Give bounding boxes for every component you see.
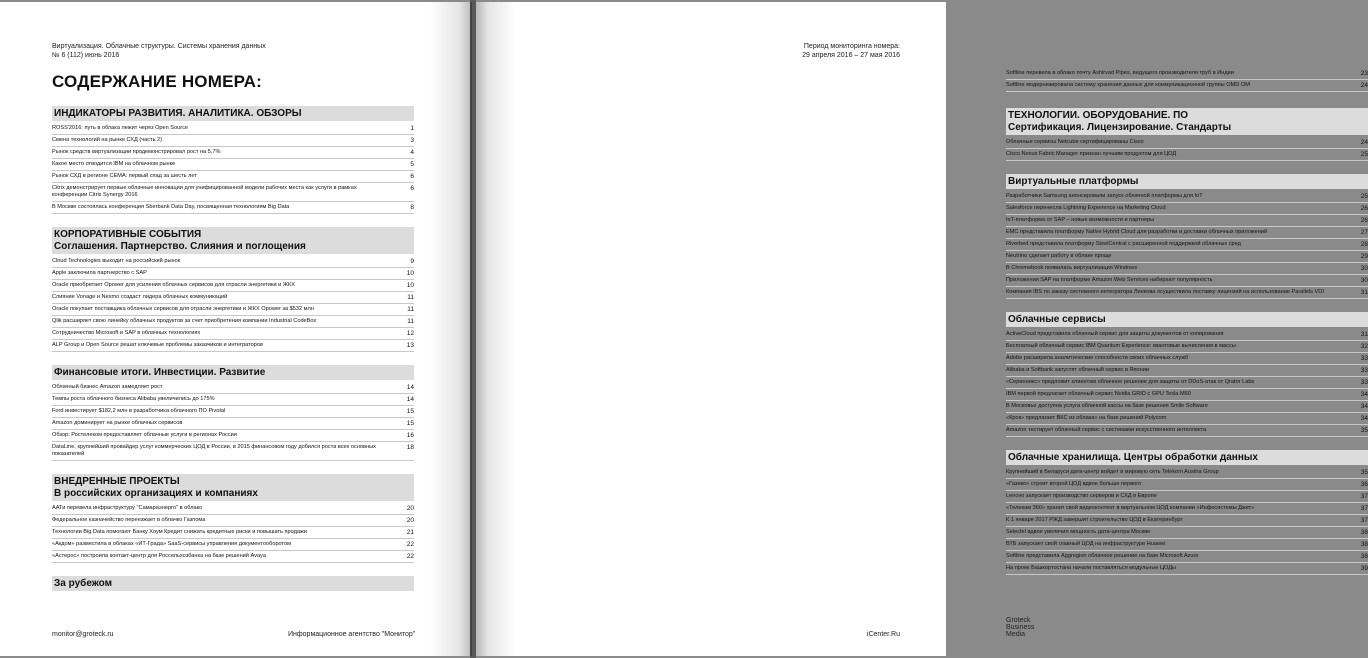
toc-item-page: 15 bbox=[406, 420, 414, 427]
toc-item-page: 37 bbox=[1360, 517, 1368, 524]
toc-item-title: Технологии Big Data помогают Банку Хоум Кредит снижать кредитные риски и повышать продажи bbox=[52, 529, 307, 535]
section-title: Финансовые итоги. Инвестиции. Развитие bbox=[54, 367, 266, 378]
toc-item[interactable] bbox=[1006, 191, 1368, 203]
toc-item-title: Бесплатный облачный сервис IBM Quantum Experience: квантовые вычисления в массы bbox=[1006, 343, 1236, 349]
toc-item-title: «Телекам 360» хранит свой видеоконтент в виртуальном ЦОД компании «Инфосистемы Джет» bbox=[1006, 505, 1255, 511]
toc-item-title: Apple заключила партнерство с SAP bbox=[52, 270, 147, 276]
toc-item[interactable] bbox=[52, 515, 414, 527]
section-header bbox=[1006, 108, 1368, 135]
toc-item-title: Riverbed представила платформу SteelCentral с расширенной поддержкой облачных сред bbox=[1006, 241, 1241, 247]
toc-item-page: 14 bbox=[406, 396, 414, 403]
toc-item-page: 10 bbox=[406, 282, 414, 289]
section-header bbox=[52, 227, 414, 254]
toc-item-page: 31 bbox=[1360, 331, 1368, 338]
toc-item-title: Приложения SAP на платформе Amazon Web Services набирают популярность bbox=[1006, 277, 1213, 283]
right-header bbox=[802, 42, 900, 60]
toc-item-page: 13 bbox=[406, 342, 414, 349]
page-title: СОДЕРЖАНИЕ НОМЕРА: bbox=[52, 72, 262, 91]
toc-item-title: Oracle приобретает Opower для усиления облачных сервисов для отрасли энергетики и ЖКХ bbox=[52, 282, 295, 288]
toc-item-page: 14 bbox=[406, 384, 414, 391]
toc-item-page: 20 bbox=[406, 505, 414, 512]
toc-item-title: Alibaba и Softbank запустят облачный сервис в Японии bbox=[1006, 367, 1149, 373]
toc-item[interactable] bbox=[1006, 203, 1368, 215]
toc-item-page: 33 bbox=[1360, 355, 1368, 362]
section-title: КОРПОРАТИВНЫЕ СОБЫТИЯ bbox=[54, 229, 202, 240]
toc-item-page: 15 bbox=[406, 408, 414, 415]
toc-item-title: ALP Group и Open Source решат ключевые проблемы заказчиков и интеграторов bbox=[52, 342, 263, 348]
section-header bbox=[1006, 312, 1368, 327]
toc-item-page: 23 bbox=[1360, 70, 1368, 77]
toc-item-title: К 1 января 2017 РЖД завершит строительство ЦОД в Екатеринбург bbox=[1006, 517, 1183, 523]
toc-item-title: Облачные сервисы Netcube сертифицированы Cisco bbox=[1006, 139, 1144, 145]
toc-item-page: 4 bbox=[410, 149, 414, 156]
toc-item-title: EMC представила платформу Native Hybrid Cloud для разработки и доставки облачных приложений bbox=[1006, 229, 1268, 235]
toc-item-page: 16 bbox=[406, 432, 414, 439]
toc-item[interactable] bbox=[52, 202, 414, 214]
toc-item-title: В Москве состоялась конференция Sberbank Data Day, посвященная технологиям Big Data bbox=[52, 204, 290, 210]
toc-item[interactable] bbox=[1006, 377, 1368, 389]
toc-item-title: «Cерионикс» предложит клиентам облачное решение для защиты от DDoS-атак от Qrator Labs bbox=[1006, 379, 1255, 385]
toc-item-page: 1 bbox=[410, 125, 414, 132]
toc-item-page: 3 bbox=[410, 137, 414, 144]
toc-item-title: «Крок» предлагает ВКС из облака» на базе решений Polycom bbox=[1006, 415, 1167, 421]
toc-item-title: Oracle покупает поставщика облачных сервисов для отрасли энергетики и ЖКХ Opower за $532 млн bbox=[52, 306, 314, 312]
toc-item[interactable] bbox=[1006, 329, 1368, 341]
toc-item[interactable] bbox=[1006, 215, 1368, 227]
toc-item-page: 37 bbox=[1360, 505, 1368, 512]
section-header bbox=[52, 474, 414, 501]
toc-item-title: «Астерос» построила контакт-центр для Россельхозбанка на базе решений Avaya bbox=[52, 553, 266, 559]
toc-item-page: 12 bbox=[406, 330, 414, 337]
toc-item-title: Темпы роста облачного бизнеса Alibaba увеличились до 175% bbox=[52, 396, 215, 402]
section-title: ТЕХНОЛОГИИ. ОБОРУДОВАНИЕ. ПО bbox=[1008, 110, 1189, 121]
toc-item-page: 34 bbox=[1360, 403, 1368, 410]
toc-item[interactable] bbox=[52, 430, 414, 442]
toc-item-page: 26 bbox=[1360, 217, 1368, 224]
toc-item-page: 22 bbox=[406, 553, 414, 560]
left-page bbox=[0, 2, 470, 656]
toc-item[interactable] bbox=[1006, 467, 1368, 479]
toc-item-page: 5 bbox=[410, 161, 414, 168]
toc-item-page: 35 bbox=[1360, 469, 1368, 476]
toc-item-title: Amazon доминирует на рынке облачных сервисов bbox=[52, 420, 183, 426]
toc-item[interactable] bbox=[52, 539, 414, 551]
toc-item-title: Cisco Nexus Fabric Manager признан лучшим продуктом для ЦОД bbox=[1006, 151, 1177, 157]
toc-item-page: 38 bbox=[1360, 541, 1368, 548]
toc-item-title: В Chromebook появилась виртуализация Windows bbox=[1006, 265, 1137, 271]
toc-item-title: Какое место отводится IBM на облачном рынке bbox=[52, 161, 176, 167]
section-subtitle: В российских организациях и компаниях bbox=[54, 488, 258, 499]
toc-item-title: Salesforce перенесла Lightning Experience на Marketing Cloud bbox=[1006, 205, 1166, 211]
toc-item-page: 10 bbox=[406, 270, 414, 277]
toc-item-page: 8 bbox=[410, 204, 414, 211]
toc-item-page: 25 bbox=[1360, 193, 1368, 200]
footer-site[interactable]: iCenter.Ru bbox=[866, 631, 900, 638]
toc-item-page: 21 bbox=[406, 529, 414, 536]
toc-item[interactable] bbox=[1006, 365, 1368, 377]
toc-item-page: 20 bbox=[406, 517, 414, 524]
toc-item-page: 24 bbox=[1360, 139, 1368, 146]
toc-item-title: Cloud Technologies выходит на российский рынок bbox=[52, 258, 181, 264]
toc-item-page: 39 bbox=[1360, 565, 1368, 572]
toc-item-title: Ford инвестирует $182,2 млн в разработчика облачного ПО Pivotal bbox=[52, 408, 226, 414]
left-toc bbox=[52, 102, 414, 602]
toc-item-title: Citrix демонстрирует первые облачные инновации для унифицированной модели рабочих места как услуги в рамках конференции Citrix Synergy 2016 bbox=[52, 185, 357, 198]
toc-item[interactable] bbox=[1006, 527, 1368, 539]
toc-item[interactable] bbox=[52, 382, 414, 394]
toc-item[interactable] bbox=[1006, 551, 1368, 563]
toc-item-title: IBM первой предлагает облачный сервис Nvidia GRID с GPU Tesla M60 bbox=[1006, 391, 1191, 397]
toc-item-title: Softline модернизировала систему хранения данных для коммуникационной группы OMD OM bbox=[1006, 82, 1250, 88]
toc-item-page: 6 bbox=[410, 173, 414, 180]
toc-item[interactable] bbox=[1006, 227, 1368, 239]
section-title: Облачные хранилища. Центры обработки данных bbox=[1008, 452, 1258, 463]
toc-item-title: Adobe расширила аналитические способности своих облачных служб bbox=[1006, 355, 1189, 361]
toc-item-page: 37 bbox=[1360, 493, 1368, 500]
toc-item-page: 38 bbox=[1360, 529, 1368, 536]
toc-item-page: 26 bbox=[1360, 205, 1368, 212]
toc-item-page: 24 bbox=[1360, 82, 1368, 89]
toc-item[interactable] bbox=[52, 442, 414, 461]
toc-item-title: DataLine, крупнейший провайдер услуг коммерческих ЦОД в России, в 2015 финансовом году добился роста всех основных показателей bbox=[52, 444, 376, 457]
toc-item-page: 29 bbox=[1360, 253, 1368, 260]
toc-item-page: 30 bbox=[1360, 265, 1368, 272]
toc-item-title: В Московье доступна услуга облачной кассы на базе решения Smile Software bbox=[1006, 403, 1208, 409]
toc-item[interactable] bbox=[52, 340, 414, 352]
toc-item[interactable] bbox=[1006, 263, 1368, 275]
left-header-line2: № 6 (112) июнь 2016 bbox=[52, 52, 120, 59]
toc-item-page: 33 bbox=[1360, 367, 1368, 374]
toc-item-page: 22 bbox=[406, 541, 414, 548]
right-page bbox=[476, 2, 1368, 656]
toc-item-title: Lenovo запускает производство серверов и СХД в Европе bbox=[1006, 493, 1157, 499]
toc-item-title: Сотрудничество Microsoft и SAP в облачных технологиях bbox=[52, 330, 201, 336]
toc-item[interactable] bbox=[52, 256, 414, 268]
right-toc bbox=[1006, 68, 1368, 584]
toc-item[interactable] bbox=[52, 328, 414, 340]
toc-item-page: 9 bbox=[410, 258, 414, 265]
section-title: Облачные сервисы bbox=[1008, 314, 1106, 325]
toc-item[interactable] bbox=[52, 280, 414, 292]
toc-item[interactable] bbox=[1006, 515, 1368, 527]
toc-item[interactable] bbox=[1006, 353, 1368, 365]
toc-item-title: ActiveCloud представила облачный сервис для защиты документов от копирования bbox=[1006, 331, 1224, 337]
toc-item-page: 35 bbox=[1360, 427, 1368, 434]
toc-item[interactable] bbox=[52, 183, 414, 202]
toc-item-page: 28 bbox=[1360, 241, 1368, 248]
toc-item[interactable] bbox=[1006, 275, 1368, 287]
toc-item[interactable] bbox=[52, 171, 414, 183]
toc-item-title: Федеральное казначейство переезжает в облачко Газпома bbox=[52, 517, 206, 523]
toc-item-title: Смена технологий на рынке СХД (часть 2) bbox=[52, 137, 163, 143]
footer-agency: Информационное агентство "Монитор" bbox=[288, 631, 416, 638]
toc-item[interactable] bbox=[52, 406, 414, 418]
toc-item-title: На проек Башкортостана начали поставляться модульные ЦОДы bbox=[1006, 565, 1177, 571]
toc-item-page: 32 bbox=[1360, 343, 1368, 350]
toc-item[interactable] bbox=[1006, 539, 1368, 551]
toc-item[interactable] bbox=[52, 135, 414, 147]
section-header bbox=[1006, 450, 1368, 465]
toc-item-title: ВТБ запускает свой главный ЦОД на инфраструктуре Huawei bbox=[1006, 541, 1166, 547]
toc-item[interactable] bbox=[52, 527, 414, 539]
toc-item-page: 31 bbox=[1360, 289, 1368, 296]
toc-item-page: 18 bbox=[406, 444, 414, 451]
toc-item[interactable] bbox=[52, 268, 414, 280]
toc-item[interactable] bbox=[1006, 137, 1368, 149]
toc-item-title: Рынок средств виртуализации продемонстрировал рост на 5,7% bbox=[52, 149, 221, 155]
toc-item-page: 34 bbox=[1360, 391, 1368, 398]
toc-item-page: 11 bbox=[407, 318, 414, 325]
toc-item-page: 11 bbox=[407, 306, 414, 313]
toc-item[interactable] bbox=[1006, 503, 1368, 515]
toc-item-title: Компания IBS по заказу системного интегратора Линкова осуществила поставку лицензий на использование Parallels VDI bbox=[1006, 289, 1324, 295]
section-title: За рубежом bbox=[54, 578, 112, 589]
toc-item[interactable] bbox=[1006, 68, 1368, 80]
toc-item-title: Облачный бизнес Amazon замедляет рост bbox=[52, 384, 163, 390]
section-header bbox=[1006, 174, 1368, 189]
toc-item-page: 36 bbox=[1360, 481, 1368, 488]
section-title: ИНДИКАТОРЫ РАЗВИТИЯ. АНАЛИТИКА. ОБЗОРЫ bbox=[54, 108, 302, 119]
toc-item[interactable] bbox=[52, 292, 414, 304]
section-title: ВНЕДРЕННЫЕ ПРОЕКТЫ bbox=[54, 476, 180, 487]
toc-item[interactable] bbox=[52, 418, 414, 430]
toc-item[interactable] bbox=[52, 551, 414, 563]
section-subtitle: Соглашения. Партнерство. Слияния и поглощения bbox=[54, 241, 306, 252]
toc-item[interactable] bbox=[1006, 491, 1368, 503]
book-spine bbox=[470, 0, 476, 658]
toc-item[interactable] bbox=[1006, 239, 1368, 251]
toc-item-title: «Газико» строит второй ЦОД вдвое больше первого bbox=[1006, 481, 1142, 487]
section-subtitle: Сертификация. Лицензирование. Стандарты bbox=[1008, 122, 1232, 133]
toc-item-title: Обзор: Ростелеком предоставляет облачные услуги в регионах России bbox=[52, 432, 237, 438]
toc-item[interactable] bbox=[1006, 563, 1368, 575]
toc-item[interactable] bbox=[52, 503, 414, 515]
toc-item-title: Neutrino сделает работу в облаке проще bbox=[1006, 253, 1112, 259]
toc-item-title: Softline перевела в облако почту Ashirvad Pipes, ведущего производителя труб в Индии bbox=[1006, 70, 1234, 76]
toc-item[interactable] bbox=[52, 159, 414, 171]
toc-item-page: 34 bbox=[1360, 415, 1368, 422]
toc-item-title: Amazon тестирует облачный сервис с системами искусственного интеллекта bbox=[1006, 427, 1207, 433]
right-header-line2: 29 апреля 2016 – 27 мая 2016 bbox=[802, 52, 900, 59]
section-header bbox=[52, 106, 414, 121]
toc-item[interactable] bbox=[1006, 425, 1368, 437]
toc-item[interactable] bbox=[52, 147, 414, 159]
toc-item-title: «Акдом» разместила в облаках «ИТ-Града» SaaS-сервисы управления документооборотом bbox=[52, 541, 292, 547]
toc-item-page: 27 bbox=[1360, 229, 1368, 236]
toc-item-page: 25 bbox=[1360, 151, 1368, 158]
toc-item-title: ААТи перевела инфраструктуру "Самараэнерго" в облако bbox=[52, 505, 203, 511]
toc-item[interactable] bbox=[1006, 341, 1368, 353]
section-header bbox=[52, 365, 414, 380]
toc-item-page: 30 bbox=[1360, 277, 1368, 284]
toc-item[interactable] bbox=[52, 304, 414, 316]
toc-item-title: Слияние Vonage и Nexmo создаст лидера облачных коммуникаций bbox=[52, 294, 228, 300]
toc-item-title: Softline представила Aggregion облачное решение на базе Microsoft Azure bbox=[1006, 553, 1199, 559]
toc-item-page: 6 bbox=[410, 185, 414, 192]
toc-item-title: IoT-платформа от SAP – новые возможности и партнеры bbox=[1006, 217, 1155, 223]
toc-item[interactable] bbox=[1006, 479, 1368, 491]
toc-item-page: 38 bbox=[1360, 553, 1368, 560]
toc-item-page: 33 bbox=[1360, 379, 1368, 386]
toc-item[interactable] bbox=[52, 316, 414, 328]
toc-item-title: Qlik расширяет свою линейку облачных продуктов за счет приобретения компании Industrial CodeBox bbox=[52, 318, 317, 324]
toc-item-title: Крупнейший в Беларуси дата-центр войдет в мировую сеть Telekom Austria Group bbox=[1006, 469, 1219, 475]
toc-item[interactable] bbox=[1006, 287, 1368, 299]
left-header bbox=[52, 42, 266, 60]
toc-item[interactable] bbox=[1006, 80, 1368, 92]
left-header-line1: Виртуализация. Облачные структуры. Системы хранения данных bbox=[52, 43, 266, 50]
toc-item[interactable] bbox=[1006, 251, 1368, 263]
toc-item-page: 11 bbox=[407, 294, 414, 301]
toc-item-title: Разработчики Samsung анонсировали запуск облачной платформы для IoT bbox=[1006, 193, 1203, 199]
section-title: Виртуальные платформы bbox=[1008, 176, 1139, 187]
toc-item[interactable] bbox=[1006, 401, 1368, 413]
toc-item-title: Selectel вдвое увеличил мощность дата-центра Москве bbox=[1006, 529, 1151, 535]
footer-company: Groteck Business Media bbox=[1006, 617, 1035, 638]
toc-item[interactable] bbox=[52, 394, 414, 406]
toc-item[interactable] bbox=[1006, 413, 1368, 425]
section-header bbox=[52, 576, 414, 591]
right-header-line1: Период мониторинга номера: bbox=[803, 43, 900, 50]
toc-item-title: Рынок СХД в регионе CEMA: первый спад за шесть лет bbox=[52, 173, 197, 179]
toc-item[interactable] bbox=[1006, 389, 1368, 401]
toc-item[interactable] bbox=[1006, 149, 1368, 161]
footer-email[interactable]: monitor@groteck.ru bbox=[52, 631, 114, 638]
toc-item[interactable] bbox=[52, 123, 414, 135]
toc-item-title: ROSS'2016: путь в облака лежит через Open Source bbox=[52, 125, 189, 131]
